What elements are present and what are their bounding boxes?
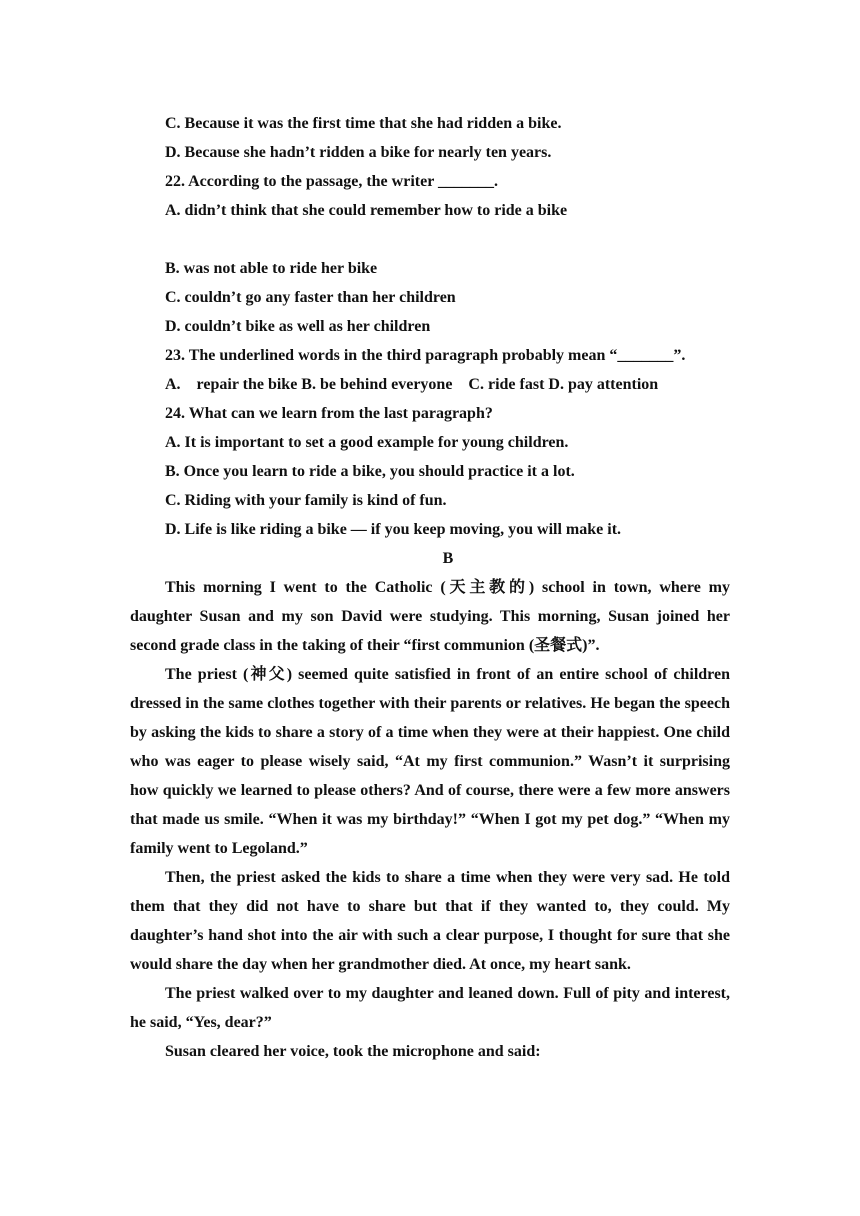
q22-option-d: D. couldn’t bike as well as her children bbox=[165, 318, 431, 335]
q22-option-a: A. didn’t think that she could remember how to ride a bike bbox=[165, 202, 568, 219]
section-heading-b: B bbox=[442, 550, 454, 567]
q24-option-c: C. Riding with your family is kind of fun. bbox=[165, 492, 447, 509]
q22-stem: 22. According to the passage, the writer _______. bbox=[165, 173, 498, 190]
passage-paragraph-5: Susan cleared her voice, took the microphone and said: bbox=[165, 1043, 541, 1060]
document-content bbox=[130, 109, 730, 1066]
q24-stem: 24. What can we learn from the last paragraph? bbox=[165, 405, 493, 422]
q23-stem: 23. The underlined words in the third paragraph probably mean “_______”. bbox=[165, 347, 686, 364]
q24-option-d: D. Life is like riding a bike — if you keep moving, you will make it. bbox=[165, 521, 622, 538]
passage-paragraph-1: This morning I went to the Catholic (天主教的) school in town, where my daughter Susan and my son David were studying. This morning, Susan joined her second grade class in the taking of their “first communion (圣餐式)”. bbox=[130, 579, 730, 654]
q23-options: A. repair the bike B. be behind everyone C. ride fast D. pay attention bbox=[165, 376, 659, 393]
q21-option-c: C. Because it was the first time that she had ridden a bike. bbox=[165, 115, 562, 132]
q24-option-a: A. It is important to set a good example for young children. bbox=[165, 434, 569, 451]
q22-option-b: B. was not able to ride her bike bbox=[165, 260, 378, 277]
passage-paragraph-4: The priest walked over to my daughter and leaned down. Full of pity and interest, he said, “Yes, dear?” bbox=[130, 985, 730, 1031]
q22-option-c: C. couldn’t go any faster than her children bbox=[165, 289, 456, 306]
passage-paragraph-2: The priest (神父) seemed quite satisfied in front of an entire school of children dressed in the same clothes together with their parents or relatives. He began the speech by asking the kids to share a story of a time when they were at their happiest. One child who was eager to please wisely said, “At my first communion.” Wasn’t it surprising how quickly we learned to please others? And of course, there were a few more answers that made us smile. “When it was my birthday!” “When I got my pet dog.” “When my family went to Legoland.” bbox=[130, 666, 730, 857]
q21-option-d: D. Because she hadn’t ridden a bike for nearly ten years. bbox=[165, 144, 552, 161]
blank-line bbox=[130, 225, 730, 254]
passage-paragraph-3: Then, the priest asked the kids to share a time when they were very sad. He told them that they did not have to share but that if they wanted to, they could. My daughter’s hand shot into the air with such a clear purpose, I thought for sure that she would share the day when her grandmother died. At once, my heart sank. bbox=[130, 869, 730, 973]
q24-option-b: B. Once you learn to ride a bike, you should practice it a lot. bbox=[165, 463, 575, 480]
